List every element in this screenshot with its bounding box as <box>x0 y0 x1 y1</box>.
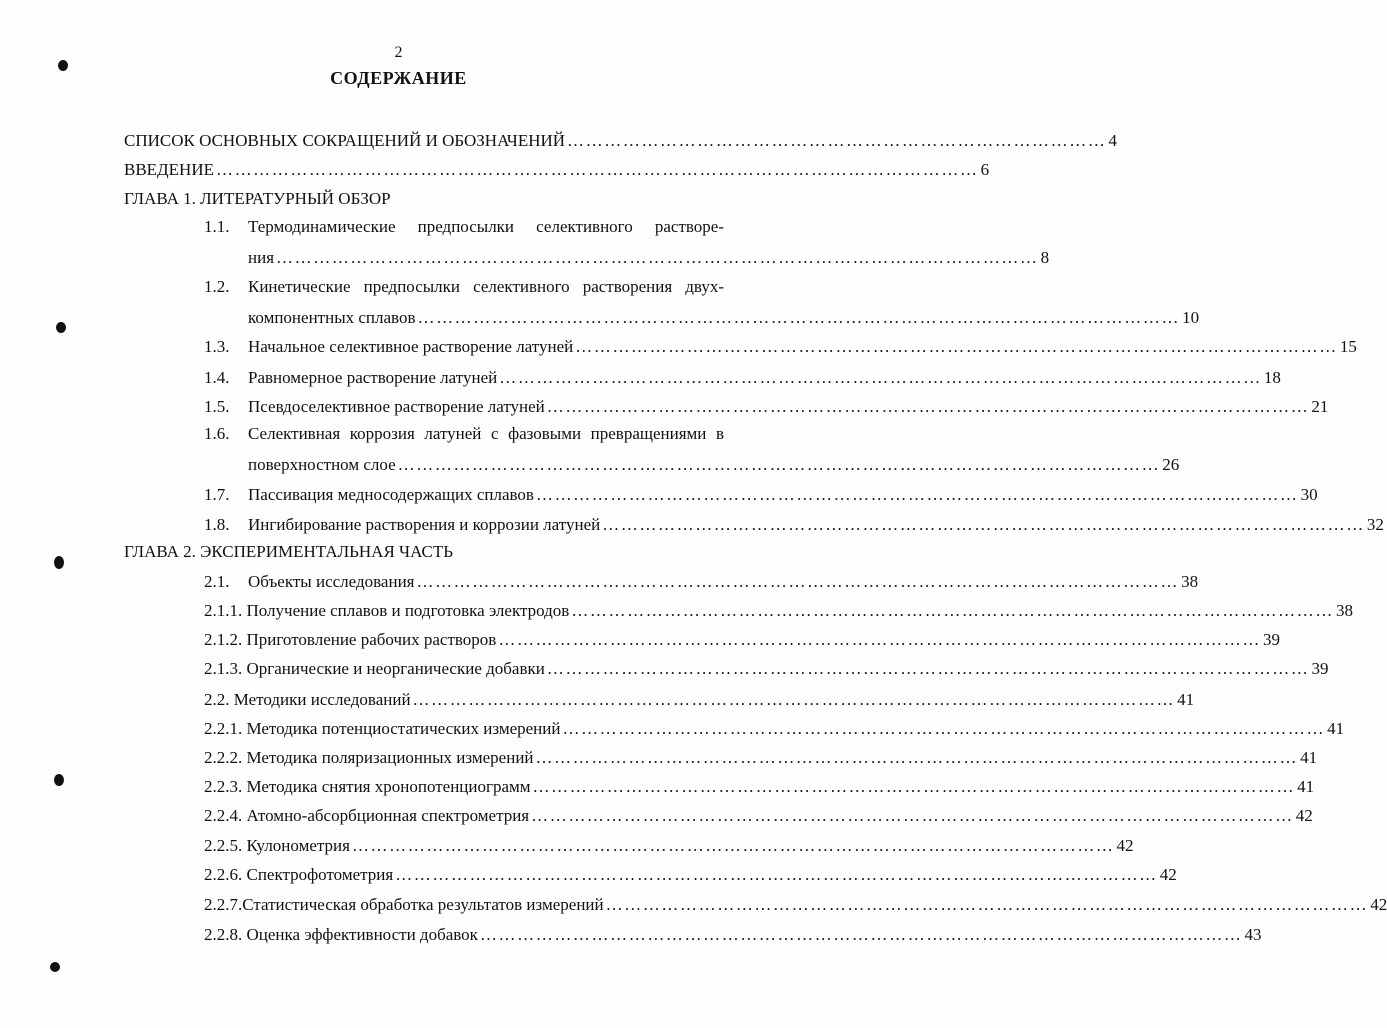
toc-entry-text: 2.2.1. Методика потенциостатических измерений <box>204 719 561 738</box>
toc-entry-text: Селективная коррозия латуней с фазовыми превращениями в <box>248 424 724 443</box>
toc-leader-dots: …………………………………………………………………………………………………………… <box>276 248 1039 267</box>
toc-entry-1-6-line2 <box>248 452 1180 476</box>
toc-entry-text: 2.2.2. Методика поляризационных измерений <box>204 748 534 767</box>
toc-entry-2-2 <box>204 687 1195 711</box>
toc-entry-1-4 <box>204 365 1281 389</box>
toc-entry-page: 15 <box>1339 337 1357 356</box>
toc-leader-dots: …………………………………………………………………………………………………………… <box>531 806 1294 825</box>
toc-entry-text: 2.1.1. Получение сплавов и подготовка электродов <box>204 601 570 620</box>
toc-leader-dots: …………………………………………………………………………………………………………… <box>571 601 1334 620</box>
toc-entry-number: 1.1. <box>204 217 230 236</box>
toc-entry-text: Равномерное растворение латуней <box>248 368 498 387</box>
toc-entry-page: 39 <box>1311 659 1329 678</box>
toc-entry-page: 32 <box>1366 515 1384 534</box>
toc-entry-2-2-2 <box>204 745 1318 769</box>
toc-entry-1-5 <box>204 394 1329 418</box>
toc-entry-page: 41 <box>1300 748 1318 767</box>
toc-entry-number: 1.4. <box>204 368 230 387</box>
toc-entry-text: 2.2.3. Методика снятия хронопотенциограмм <box>204 777 531 796</box>
toc-entry-page: 43 <box>1244 925 1262 944</box>
toc-entry-2-2-4 <box>204 803 1313 827</box>
toc-entry-number: 1.2. <box>204 277 230 296</box>
toc-entry-2-1-2 <box>204 627 1280 651</box>
toc-entry-page: 21 <box>1311 397 1329 416</box>
page-title: СОДЕРЖАНИЕ <box>330 68 467 88</box>
toc-entry-text: ВВЕДЕНИЕ <box>124 160 214 179</box>
toc-entry-1-3 <box>204 334 1357 358</box>
toc-entry-text: 2.2.4. Атомно-абсорбционная спектрометрия <box>204 806 530 825</box>
toc-entry-page: 30 <box>1300 485 1318 504</box>
toc-chapter-text: ГЛАВА 1. ЛИТЕРАТУРНЫЙ ОБЗОР <box>124 189 391 208</box>
toc-entry-page: 4 <box>1108 131 1117 150</box>
toc-entry-1-8 <box>204 512 1384 536</box>
toc-entry-1-2-line1 <box>204 276 724 300</box>
toc-entry-2-2-7 <box>204 892 1387 916</box>
toc-chapter-2 <box>124 539 716 563</box>
toc-entry-1-2-line2 <box>248 305 1200 329</box>
toc-leader-dots: …………………………………………………………………………………………………………… <box>535 485 1299 504</box>
toc-entry-introduction <box>124 157 990 181</box>
scan-mark <box>50 962 60 972</box>
toc-leader-dots: …………………………………………………………………………………………………………… <box>532 777 1296 796</box>
toc-entry-text: 2.1.3. Органические и неорганические добавки <box>204 659 545 678</box>
toc-entry-2-2-1 <box>204 716 1345 740</box>
toc-leader-dots: …………………………………………………………………………………………………………… <box>351 836 1115 855</box>
toc-entry-text: поверхностном слое <box>248 455 396 474</box>
toc-entry-number: 1.6. <box>204 424 230 443</box>
toc-entry-text: 2.2.5. Кулонометрия <box>204 836 350 855</box>
toc-entry-2-2-3 <box>204 774 1315 798</box>
toc-entry-text: Кинетические предпосылки селективного растворения двух- <box>248 277 724 296</box>
toc-chapter-1 <box>124 186 716 210</box>
toc-leader-dots: …………………………………………………………………………………………………………… <box>605 895 1369 914</box>
toc-entry-text: Начальное селективное растворение латуней <box>248 337 574 356</box>
toc-entry-page: 42 <box>1159 865 1177 884</box>
toc-entry-text: 2.2.8. Оценка эффективности добавок <box>204 925 478 944</box>
toc-entry-2-2-8 <box>204 922 1262 946</box>
toc-leader-dots: …………………………………………………………………………… <box>567 131 1107 150</box>
toc-entry-text: Псевдоселективное растворение латуней <box>248 397 545 416</box>
toc-leader-dots: …………………………………………………………………………………………………………… <box>412 690 1176 709</box>
toc-leader-dots: …………………………………………………………………………………………………………… <box>546 397 1310 416</box>
toc-entry-page: 18 <box>1263 368 1281 387</box>
toc-leader-dots: …………………………………………………………………………………………………………… <box>498 630 1261 649</box>
toc-entry-2-2-6 <box>204 862 1177 886</box>
toc-leader-dots: …………………………………………………………………………………………………………… <box>562 719 1326 738</box>
toc-leader-dots: …………………………………………………………………………………………………………… <box>546 659 1310 678</box>
scan-mark <box>56 322 66 333</box>
scan-mark <box>54 556 64 569</box>
toc-entry-1-6-line1 <box>204 423 724 447</box>
scan-mark <box>58 60 68 71</box>
toc-leader-dots: …………………………………………………………………………………………………………… <box>417 308 1181 327</box>
toc-entry-text: 2.2. Методики исследований <box>204 690 411 709</box>
toc-entry-text: Ингибирование растворения и коррозии латуней <box>248 515 601 534</box>
toc-leader-dots: …………………………………………………………………………………………………………… <box>535 748 1299 767</box>
toc-entry-text: Термодинамические предпосылки селективного растворе- <box>248 217 724 236</box>
toc-entry-page: 26 <box>1162 455 1180 474</box>
toc-entry-page: 10 <box>1182 308 1200 327</box>
toc-entry-2-1 <box>204 569 1199 593</box>
toc-entry-1-1-line1 <box>204 216 724 240</box>
toc-entry-2-1-3 <box>204 656 1329 680</box>
toc-entry-number: 1.3. <box>204 337 230 356</box>
toc-leader-dots: …………………………………………………………………………………………………………… <box>499 368 1262 387</box>
toc-entry-page: 42 <box>1295 806 1313 825</box>
toc-leader-dots: …………………………………………………………………………………………………………… <box>416 572 1180 591</box>
toc-entry-text: Пассивация медносодержащих сплавов <box>248 485 534 504</box>
toc-entry-page: 38 <box>1335 601 1353 620</box>
toc-entry-abbreviations <box>124 128 1117 152</box>
toc-entry-1-1-line2 <box>248 245 1050 269</box>
toc-entry-2-2-5 <box>204 833 1134 857</box>
toc-entry-page: 8 <box>1040 248 1050 267</box>
toc-entry-page: 42 <box>1116 836 1134 855</box>
toc-entry-page: 41 <box>1297 777 1315 796</box>
toc-entry-2-1-1 <box>204 598 1353 622</box>
toc-entry-text: компонентных сплавов <box>248 308 416 327</box>
toc-entry-1-7 <box>204 482 1318 506</box>
toc-leader-dots: …………………………………………………………………………………………………………… <box>602 515 1365 534</box>
toc-entry-number: 1.8. <box>204 515 230 534</box>
toc-entry-page: 6 <box>980 160 990 179</box>
toc-entry-page: 38 <box>1181 572 1199 591</box>
toc-entry-text: СПИСОК ОСНОВНЫХ СОКРАЩЕНИЙ И ОБОЗНАЧЕНИЙ <box>124 131 566 150</box>
toc-entry-page: 39 <box>1262 630 1280 649</box>
toc-leader-dots: …………………………………………………………………………………………………………… <box>397 455 1161 474</box>
toc-entry-page: 41 <box>1177 690 1195 709</box>
toc-entry-text: 2.2.6. Спектрофотометрия <box>204 865 394 884</box>
toc-entry-text: 2.1.2. Приготовление рабочих растворов <box>204 630 497 649</box>
toc-chapter-text: ГЛАВА 2. ЭКСПЕРИМЕНТАЛЬНАЯ ЧАСТЬ <box>124 542 454 561</box>
toc-entry-text: ния <box>248 248 275 267</box>
toc-leader-dots: …………………………………………………………………………………………………………… <box>395 865 1158 884</box>
toc-leader-dots: …………………………………………………………………………………………………………… <box>575 337 1338 356</box>
toc-entry-number: 1.7. <box>204 485 230 504</box>
toc-entry-text: 2.2.7.Статистическая обработка результатов измерений <box>204 895 604 914</box>
toc-entry-number: 2.1. <box>204 572 230 591</box>
toc-leader-dots: …………………………………………………………………………………………………………… <box>479 925 1243 944</box>
toc-entry-page: 41 <box>1327 719 1345 738</box>
scan-mark <box>54 774 64 786</box>
toc-leader-dots: …………………………………………………………………………………………………………… <box>215 160 979 179</box>
toc-entry-number: 1.5. <box>204 397 230 416</box>
toc-entry-page: 42 <box>1370 895 1387 914</box>
toc-entry-text: Объекты исследования <box>248 572 415 591</box>
page-number: 2 <box>394 44 403 61</box>
